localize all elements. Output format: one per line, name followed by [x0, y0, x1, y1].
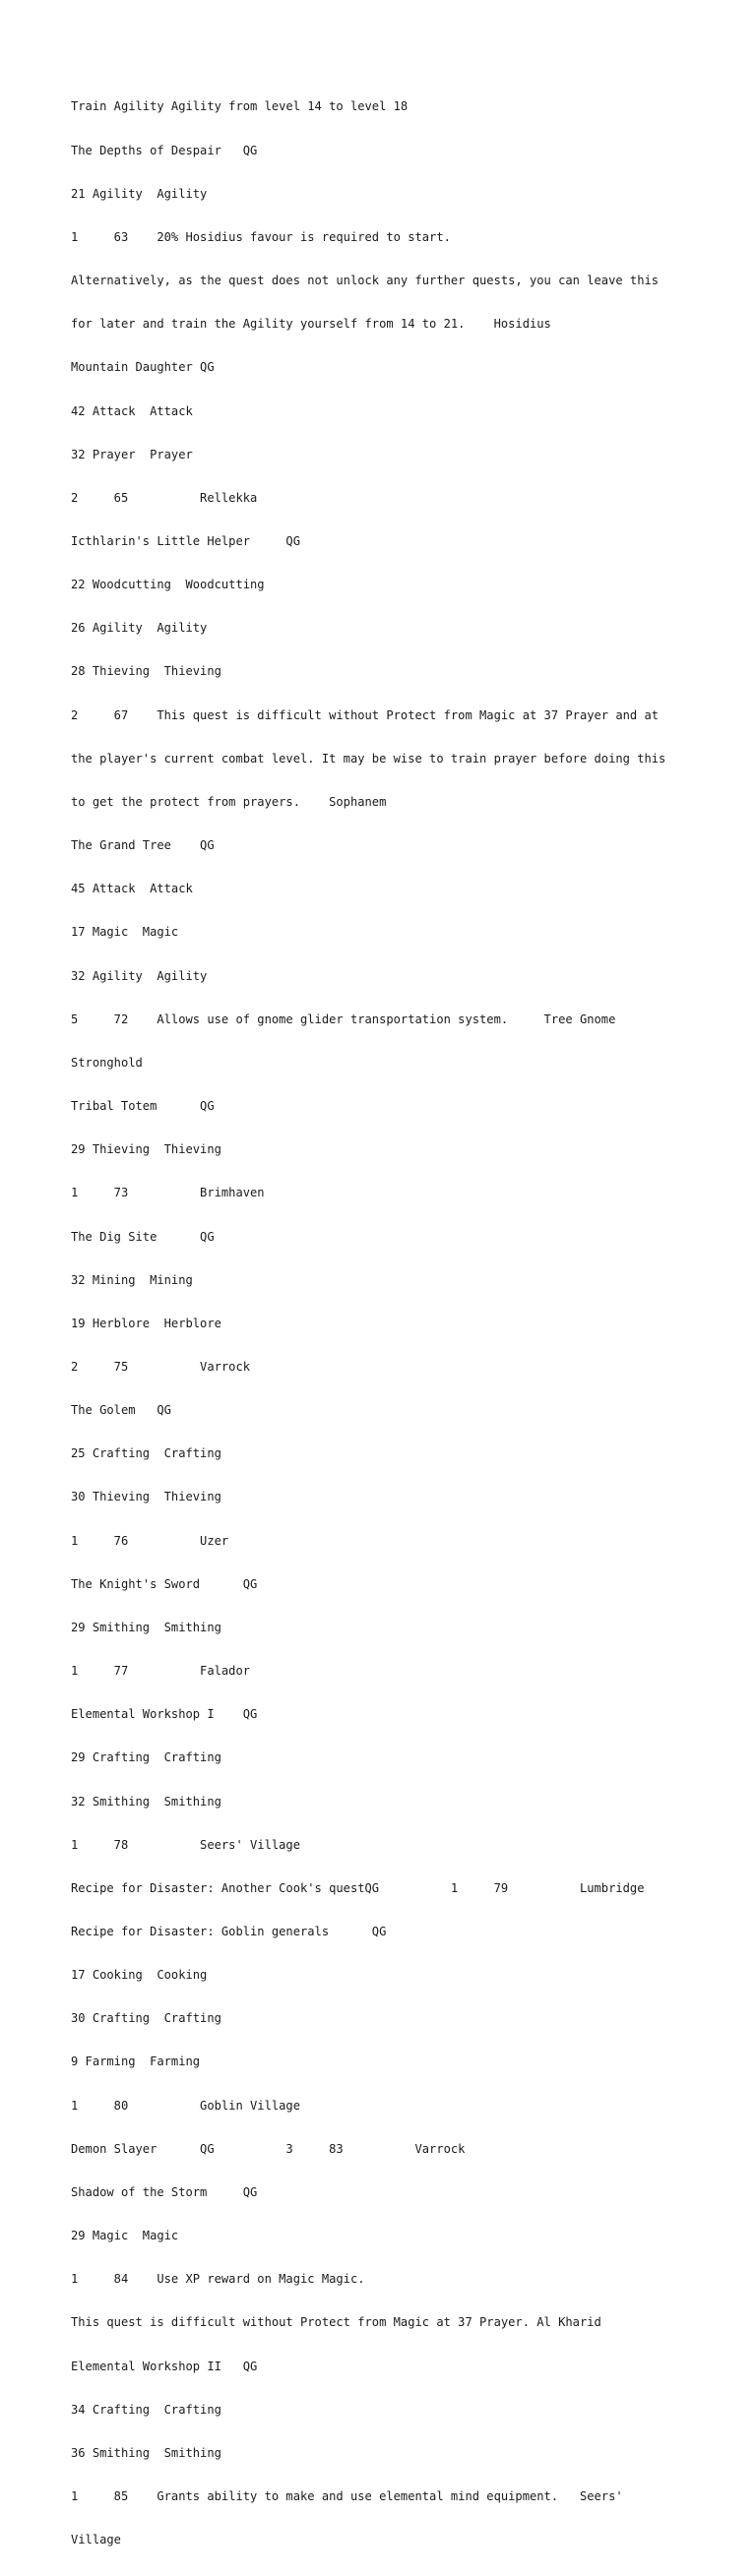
text-line: 26 Agility Agility: [71, 621, 208, 636]
text-line: for later and train the Agility yourself from 14 to 21. Hosidius: [71, 317, 551, 332]
text-line: 45 Attack Attack: [71, 882, 193, 896]
text-line: Mountain Daughter QG: [71, 360, 215, 375]
text-line: Recipe for Disaster: Another Cook's questQG 1 79 Lumbridge: [71, 1880, 645, 1895]
text-line: 1 78 Seers' Village: [71, 1837, 300, 1852]
text-line: Tribal Totem QG: [71, 1099, 215, 1114]
text-line: 19 Herblore Herblore: [71, 1316, 221, 1330]
document-text: [71, 71, 701, 2576]
text-line: 2 67 This quest is difficult without Protect from Magic at 37 Prayer and at: [71, 707, 660, 722]
text-line: Shadow of the Storm QG: [71, 2184, 258, 2199]
text-line: 2 65 Rellekka: [71, 490, 258, 505]
text-line: 1 84 Use XP reward on Magic Magic.: [71, 2272, 365, 2287]
text-line: 29 Thieving Thieving: [71, 1142, 221, 1157]
text-line: to get the protect from prayers. Sophanem: [71, 794, 387, 809]
text-line: 1 85 Grants ability to make and use elemental mind equipment. Seers': [71, 2489, 623, 2504]
text-line: 28 Thieving Thieving: [71, 664, 221, 679]
text-line: 29 Magic Magic: [71, 2229, 179, 2243]
text-line: 32 Mining Mining: [71, 1272, 193, 1287]
text-line: 32 Prayer Prayer: [71, 447, 193, 461]
text-line: Recipe for Disaster: Goblin generals QG: [71, 1925, 387, 1938]
text-line: The Dig Site QG: [71, 1229, 215, 1244]
text-line: 29 Smithing Smithing: [71, 1620, 221, 1634]
text-line: Stronghold: [71, 1055, 143, 1070]
text-line: Demon Slayer QG 3 83 Varrock: [71, 2141, 466, 2156]
text-line: The Grand Tree QG: [71, 838, 215, 853]
text-line: 25 Crafting Crafting: [71, 1446, 221, 1461]
text-line: 42 Attack Attack: [71, 403, 193, 418]
text-line: Train Agility Agility from level 14 to level 18: [71, 99, 409, 114]
text-line: 36 Smithing Smithing: [71, 2445, 221, 2460]
text-line: 22 Woodcutting Woodcutting: [71, 578, 265, 592]
text-line: 1 63 20% Hosidius favour is required to start.: [71, 229, 451, 244]
text-line: 1 80 Goblin Village: [71, 2098, 300, 2113]
text-line: 29 Crafting Crafting: [71, 1750, 221, 1765]
text-line: 1 77 Falador: [71, 1664, 251, 1679]
text-line: This quest is difficult without Protect from Magic at 37 Prayer. Al Kharid: [71, 2315, 601, 2330]
text-line: the player's current combat level. It may be wise to train prayer before doing this: [71, 751, 666, 766]
text-line: Icthlarin's Little Helper QG: [71, 534, 300, 548]
text-line: The Depths of Despair QG: [71, 143, 258, 157]
text-line: 34 Crafting Crafting: [71, 2402, 221, 2417]
text-line: 1 76 Uzer: [71, 1533, 229, 1548]
text-line: 21 Agility Agility: [71, 186, 208, 201]
text-line: 9 Farming Farming: [71, 2055, 201, 2069]
text-line: The Golem QG: [71, 1403, 171, 1418]
text-line: Elemental Workshop II QG: [71, 2359, 258, 2373]
text-line: Village: [71, 2533, 121, 2547]
text-line: The Knight's Sword QG: [71, 1576, 258, 1591]
text-line: 17 Cooking Cooking: [71, 1968, 208, 1983]
text-line: 32 Smithing Smithing: [71, 1794, 221, 1809]
text-line: 32 Agility Agility: [71, 968, 208, 983]
text-line: 1 73 Brimhaven: [71, 1186, 265, 1200]
text-line: Alternatively, as the quest does not unlock any further quests, you can leave this: [71, 274, 660, 288]
text-line: 2 75 Varrock: [71, 1359, 251, 1374]
text-line: Elemental Workshop I QG: [71, 1707, 258, 1722]
text-line: 17 Magic Magic: [71, 925, 179, 940]
text-line: 5 72 Allows use of gnome glider transportation system. Tree Gnome: [71, 1012, 616, 1026]
text-line: 30 Crafting Crafting: [71, 2011, 221, 2026]
text-line: 30 Thieving Thieving: [71, 1490, 221, 1504]
